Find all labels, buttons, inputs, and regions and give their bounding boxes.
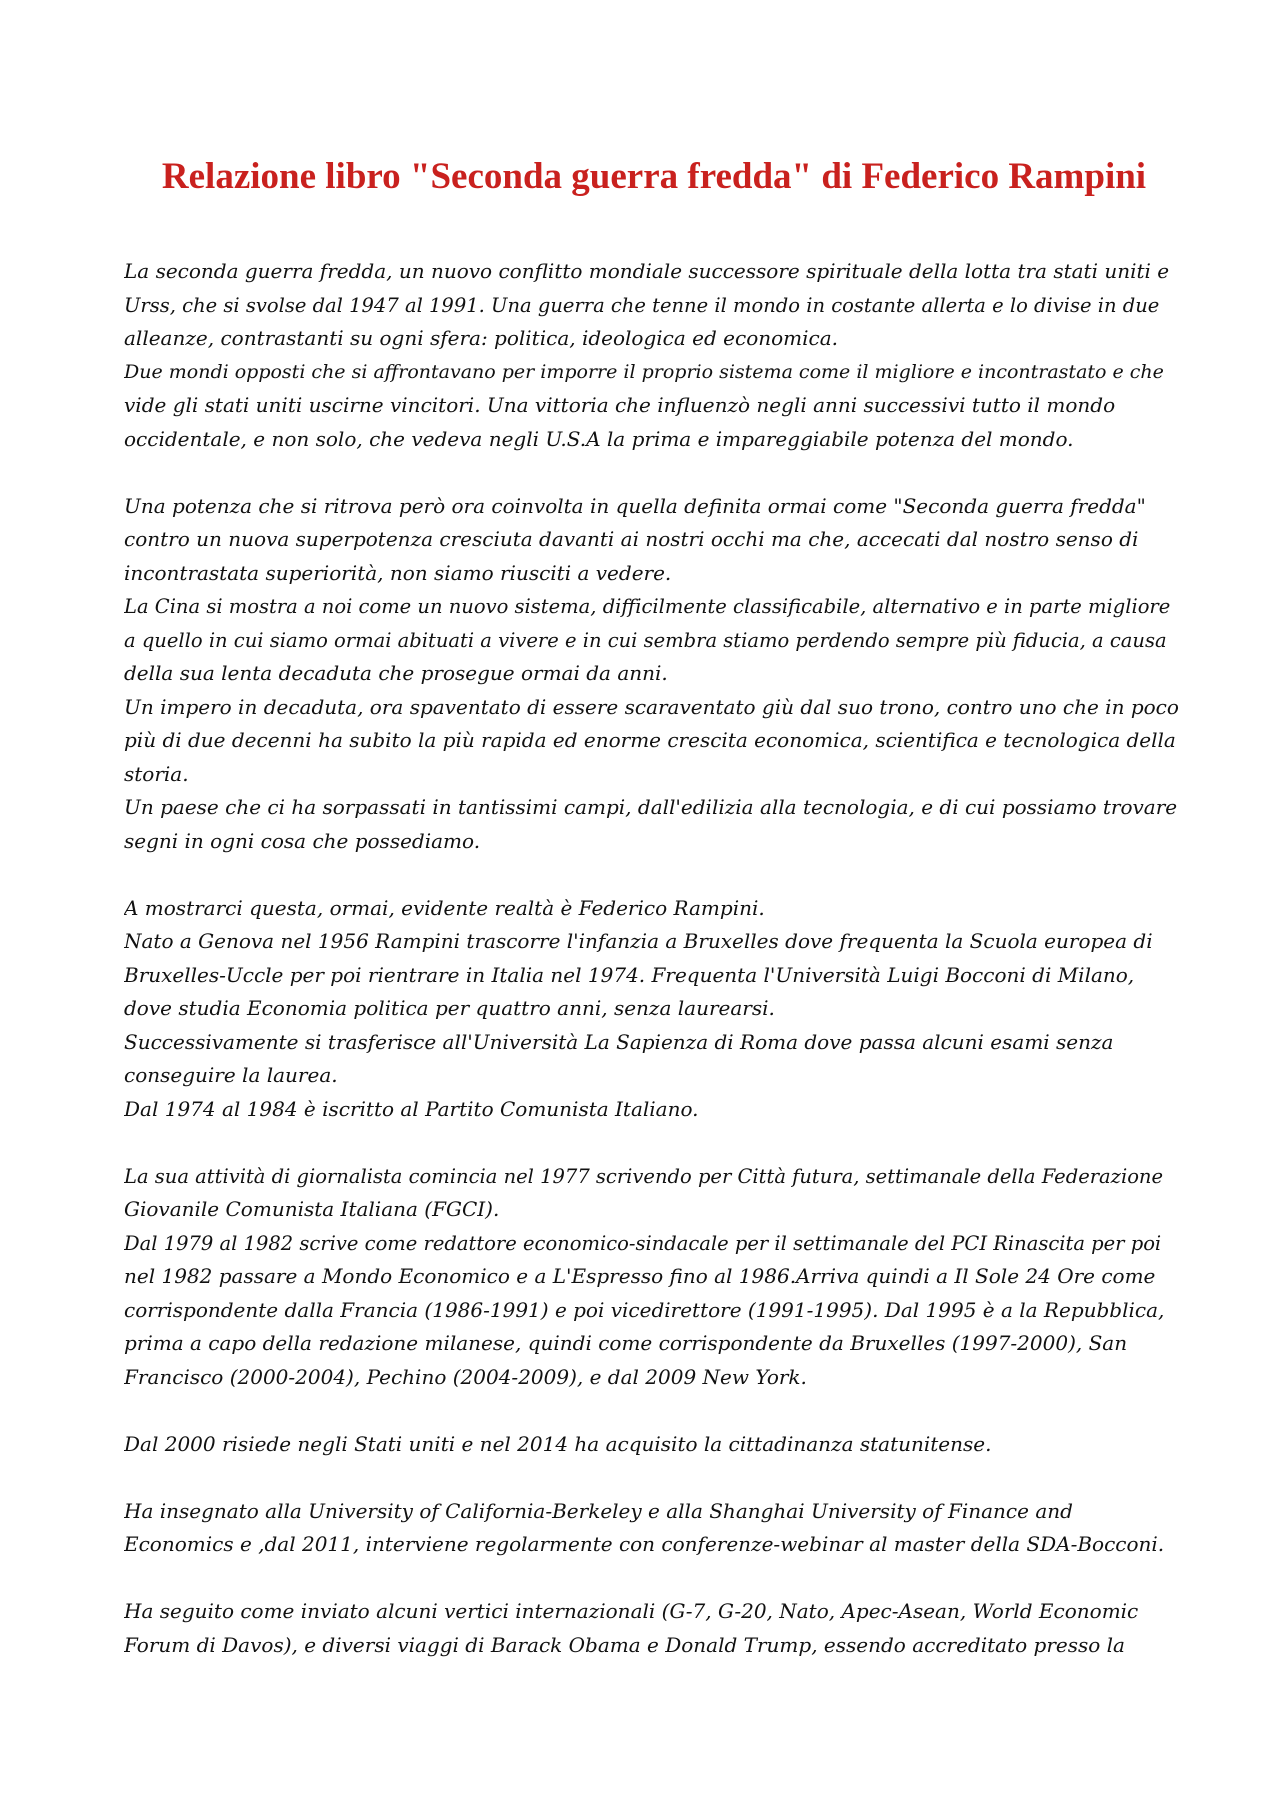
text-line: contro un nuova superpotenza cresciuta davanti ai nostri occhi ma che, accecati dal nostro senso di [124, 527, 1139, 551]
blank-line [124, 1461, 1184, 1495]
text-line: corrispondente dalla Francia (1986-1991) e poi vicedirettore (1991-1995). Dal 1995 è a la Repubblica, [124, 1297, 1165, 1322]
text-line: Una potenza che si ritrova però ora coinvolta in quella definita ormai come "Seconda guerra fredda" [124, 493, 1146, 518]
text-line: La sua attività di giornalista comincia nel 1977 scrivendo per Città futura, settimanale della Federazione [124, 1164, 1164, 1188]
text-line: Successivamente si trasferisce all'Università La Sapienza di Roma dove passa alcuni esami senza [124, 1029, 1114, 1054]
document-title: Relazione libro "Seconda guerra fredda" di Federico Rampini [161, 156, 1147, 197]
text-line: Bruxelles-Uccle per poi rientrare in Italia nel 1974. Frequenta l'Università Luigi Bocconi di Milano, [124, 962, 1135, 987]
text-line: Ha insegnato alla University of California-Berkeley e alla Shanghai University of Finance and [124, 1498, 1073, 1523]
blank-line [124, 456, 1184, 490]
text-line: alleanze, contrastanti su ogni sfera: politica, ideologica ed economica. [124, 326, 838, 350]
text-line: Dal 1974 al 1984 è iscritto al Partito Comunista Italiano. [124, 1096, 699, 1121]
document-body [124, 255, 1184, 1662]
text-line: Francisco (2000-2004), Pechino (2004-2009), e dal 2009 New York. [124, 1364, 807, 1389]
text-line: Dal 2000 risiede negli Stati uniti e nel 2014 ha acquisito la cittadinanza statunitense. [124, 1431, 992, 1456]
text-line: Economics e ,dal 2011, interviene regolarmente con conferenze-webinar al master della SDA-Bocconi. [124, 1532, 1165, 1556]
text-line: Un paese che ci ha sorpassati in tantissimi campi, dall'edilizia alla tecnologia, e di cui possiamo trovare [124, 795, 1178, 819]
text-line: più di due decenni ha subito la più rapida ed enorme crescita economica, scientifica e tecnologica della [124, 728, 1176, 752]
text-line: Urss, che si svolse dal 1947 al 1991. Una guerra che tenne il mondo in costante allerta e lo divise in due [124, 293, 1160, 317]
text-line: conseguire la laurea. [124, 1063, 338, 1087]
text-line: Dal 1979 al 1982 scrive come redattore economico-sindacale per il settimanale del PCI Rinascita per poi [124, 1231, 1162, 1255]
text-line: della sua lenta decaduta che prosegue ormai da anni. [124, 661, 668, 685]
text-line: vide gli stati uniti uscirne vincitori. Una vittoria che influenzò negli anni successivi tutto il mondo [124, 393, 1116, 417]
text-line: Nato a Genova nel 1956 Rampini trascorre l'infanzia a Bruxelles dove frequenta la Scuola europea di [124, 929, 1153, 953]
text-line: incontrastata superiorità, non siamo riusciti a vedere. [124, 560, 672, 585]
text-line: Ha seguito come inviato alcuni vertici internazionali (G-7, G-20, Nato, Apec-Asean, World Economic [124, 1599, 1139, 1623]
text-line: La Cina si mostra a noi come un nuovo sistema, difficilmente classificabile, alternativo e in parte migliore [124, 595, 1171, 618]
text-line: Due mondi opposti che si affrontavano per imporre il proprio sistema come il migliore e incontrastato e che [124, 360, 1164, 383]
text-line: Forum di Davos), e diversi viaggi di Barack Obama e Donald Trump, essendo accreditato presso la [124, 1632, 1125, 1657]
text-line: Giovanile Comunista Italiana (FGCI). [124, 1197, 500, 1221]
text-line: occidentale, e non solo, che vedeva negli U.S.A la prima e impareggiabile potenza del mondo. [124, 426, 1074, 451]
text-line: storia. [124, 761, 189, 786]
blank-line [124, 1562, 1184, 1596]
text-line: a quello in cui siamo ormai abituati a vivere e in cui sembra stiamo perdendo sempre più fiducia, a causa [124, 628, 1167, 652]
text-line: nel 1982 passare a Mondo Economico e a L'Espresso fino al 1986.Arriva quindi a Il Sole 24 Ore come [124, 1264, 1156, 1288]
text-line: prima a capo della redazione milanese, quindi come corrispondente da Bruxelles (1997-2000), San [124, 1331, 1128, 1355]
blank-line [124, 1394, 1184, 1428]
blank-line [124, 1126, 1184, 1160]
blank-line [124, 858, 1184, 892]
text-line: Un impero in decaduta, ora spaventato di essere scaraventato giù dal suo trono, contro uno che in poco [124, 694, 1179, 719]
text-line: dove studia Economia politica per quattro anni, senza laurearsi. [124, 996, 775, 1020]
text-line: A mostrarci questa, ormai, evidente realtà è Federico Rampini. [124, 895, 765, 920]
text-line: La seconda guerra fredda, un nuovo conflitto mondiale successore spirituale della lotta tra stati uniti e [124, 259, 1170, 283]
text-line: segni in ogni cosa che possediamo. [124, 828, 481, 853]
